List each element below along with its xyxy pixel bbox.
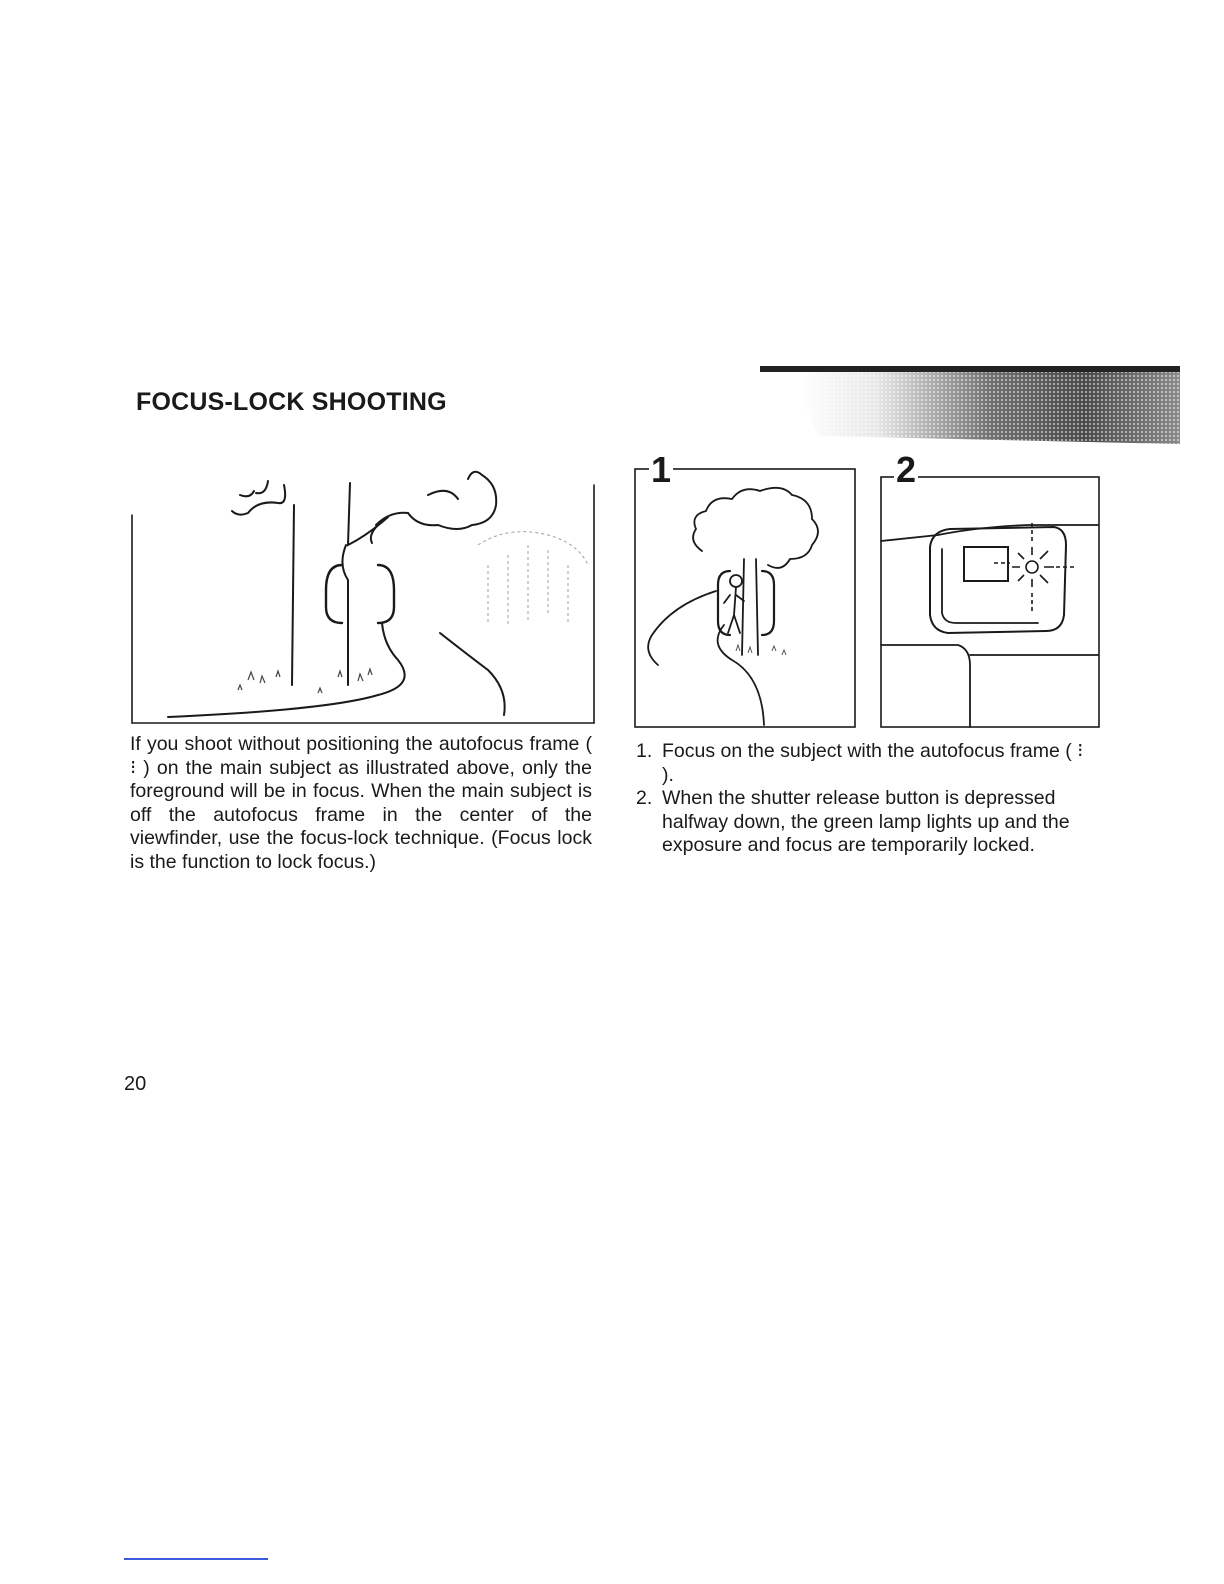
- step1-illustration: [632, 455, 858, 731]
- list-item: [636, 787, 1098, 858]
- step1-number: 1: [651, 449, 672, 490]
- page-number: 20: [124, 1073, 147, 1095]
- header-halftone-band: [760, 366, 1180, 450]
- steps-list: [636, 740, 1098, 858]
- page-title: FOCUS-LOCK SHOOTING: [136, 388, 447, 416]
- step2-illustration: [878, 455, 1102, 731]
- step-text: When the shutter release button is depressed halfway down, the green lamp lights up and the exposure and focus are temporarily locked.: [662, 787, 1070, 856]
- landscape-illustration: [128, 455, 598, 725]
- list-item: [636, 740, 1098, 787]
- step2-number: 2: [896, 449, 917, 490]
- bottom-rule: [124, 1558, 268, 1560]
- step-text: Focus on the subject with the autofocus frame ( ⁝ ).: [662, 740, 1084, 786]
- step-number-label: 1.: [636, 740, 653, 762]
- body-paragraph: If you shoot without positioning the autofocus frame ( ⁝ ) on the main subject as illustrated above, only the foreground will be in focus. When the main subject is off the autofocus frame in the center of the viewfinder, use the focus-lock technique. (Focus lock is the function to lock focus.): [130, 733, 592, 873]
- step-number-label: 2.: [636, 787, 653, 809]
